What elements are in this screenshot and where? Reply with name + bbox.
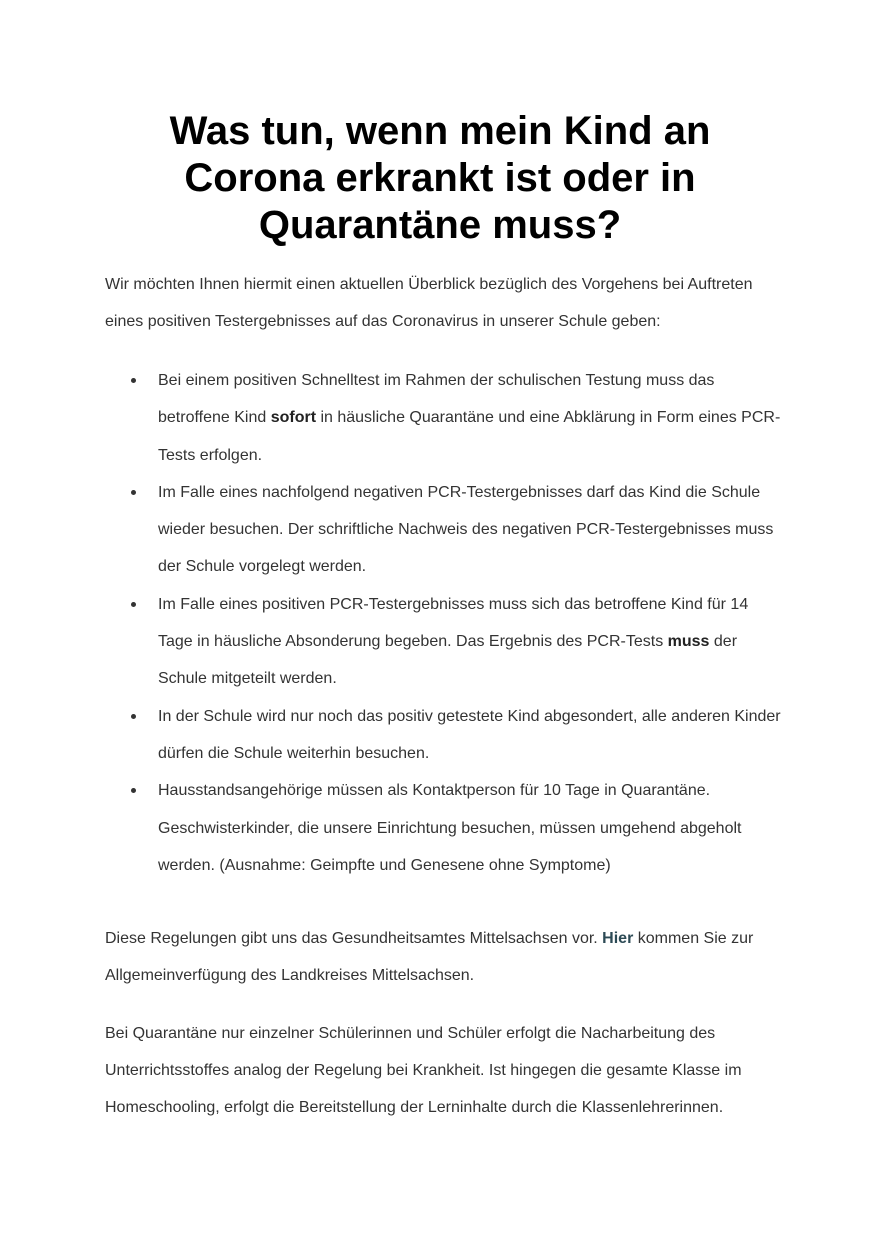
bullet-icon [131, 378, 136, 383]
list-item-text: Im Falle eines positiven PCR-Testergebnisses muss sich das betroffene Kind für 14 Tage in häusliche Absonderung begeben. Das Ergebnis des PCR-Tests muss der Schule mitgeteilt werden. [158, 595, 749, 688]
bullet-icon [131, 788, 136, 793]
list-item [105, 586, 785, 698]
bullet-icon [131, 490, 136, 495]
intro-paragraph: Wir möchten Ihnen hiermit einen aktuellen Überblick bezüglich des Vorgehens bei Auftreten eines positiven Testergebnisses auf das Coronavirus in unserer Schule geben: [105, 276, 753, 330]
list-item [105, 362, 785, 474]
list-item [105, 474, 785, 586]
bullet-icon [131, 602, 136, 607]
list-item-text: In der Schule wird nur noch das positiv getestete Kind abgesondert, alle anderen Kinder dürfen die Schule weiterhin besuchen. [158, 707, 781, 762]
bullet-icon [131, 714, 136, 719]
allgemeinverfuegung-link[interactable]: Hier [602, 930, 634, 947]
emphasis-text: muss [667, 633, 710, 651]
list-item-text: Bei einem positiven Schnelltest im Rahmen der schulischen Testung muss das betroffene Kind sofort in häusliche Quarantäne und eine Abklärung in Form eines PCR-Tests erfolgen. [158, 372, 781, 464]
list-item-text: Im Falle eines nachfolgend negativen PCR-Testergebnisses darf das Kind die Schule wieder besuchen. Der schriftliche Nachweis des negativen PCR-Testergebnisses muss der Schule vorgelegt werden. [158, 483, 774, 576]
list-item [105, 772, 785, 884]
page-title: Was tun, wenn mein Kind an Corona erkrankt ist oder in Quarantäne muss? [169, 109, 711, 247]
regulation-paragraph: Diese Regelungen gibt uns das Gesundheitsamtes Mittelsachsen vor. Hier kommen Sie zur Allgemeinverfügung des Landkreises Mittelsachsen. [105, 930, 754, 984]
bullet-list [105, 362, 785, 884]
quarantine-paragraph: Bei Quarantäne nur einzelner Schülerinnen und Schüler erfolgt die Nacharbeitung des Unterrichtsstoffes analog der Regelung bei Krankheit. Ist hingegen die gesamte Klasse im Homeschooling, erfolgt die Bereitstellung der Lerninhalte durch die Klassenlehrerinnen. [105, 1025, 742, 1116]
emphasis-text: sofort [270, 409, 317, 427]
list-item-text: Hausstandsangehörige müssen als Kontaktperson für 10 Tage in Quarantäne. Geschwisterkinder, die unsere Einrichtung besuchen, müssen umgehend abgeholt werden. (Ausnahme: Geimpfte und Genesene ohne Symptome) [158, 782, 742, 874]
list-item [105, 698, 785, 773]
